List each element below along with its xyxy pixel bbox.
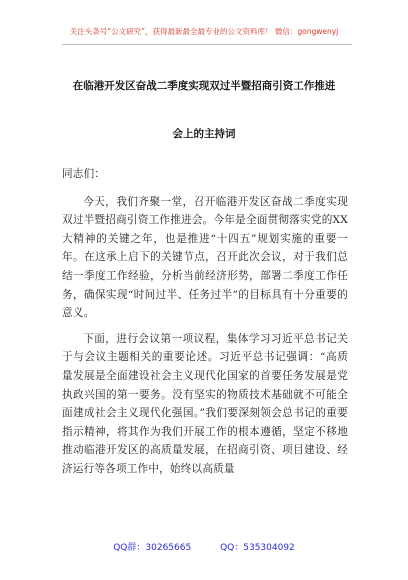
document-body — [62, 165, 348, 479]
footer-contact — [0, 540, 408, 553]
paragraph: 下面，进行会议第一项议程，集体学习习近平总书记关于与会议主题相关的重要论述。习近平总书记强调：“高质量发展是全面建设社会主义现代化国家的首要任务发展是党执政兴国的第一要务。没有坚实的物质技术基础就不可能全面建成社会主义现代化强国。”我们要深刻领会总书记的重要指示精神，将其作为我们开展工作的根本遵循，坚定不移地推动临港开发区的高质量发展，在招商引资、项目建设、经济运行等各项工作中，始终以高质量 — [62, 332, 348, 475]
greeting: 同志们： — [62, 168, 106, 180]
document-title-line1: 在临港开发区奋战二季度实现双过半暨招商引资工作推进 — [72, 80, 336, 92]
footer-qq: QQ：535304092 — [220, 543, 295, 553]
header-notice: 关注头条号“公文研究”，获得最新最全最专业的公文资料库！ 微信：gongwenyj — [69, 27, 339, 36]
header-divider — [62, 44, 352, 45]
paragraph: 今天，我们齐聚一堂，召开临港开发区奋战二季度实现双过半暨招商引资工作推进会。今年是全面贯彻落实党的XX大精神的关键之年，也是推进“十四五”规划实施的重要一年。在这承上启下的关键节点，召开此次会议，对于我们总结一季度工作经验，分析当前经济形势，部署二季度工作任务，确保实现“时间过半、任务过半”的目标具有十分重要的意义。 — [62, 195, 348, 320]
document-title-line2: 会上的主持词 — [172, 128, 236, 140]
footer-qq-group: QQ群：30265665 — [113, 543, 192, 553]
